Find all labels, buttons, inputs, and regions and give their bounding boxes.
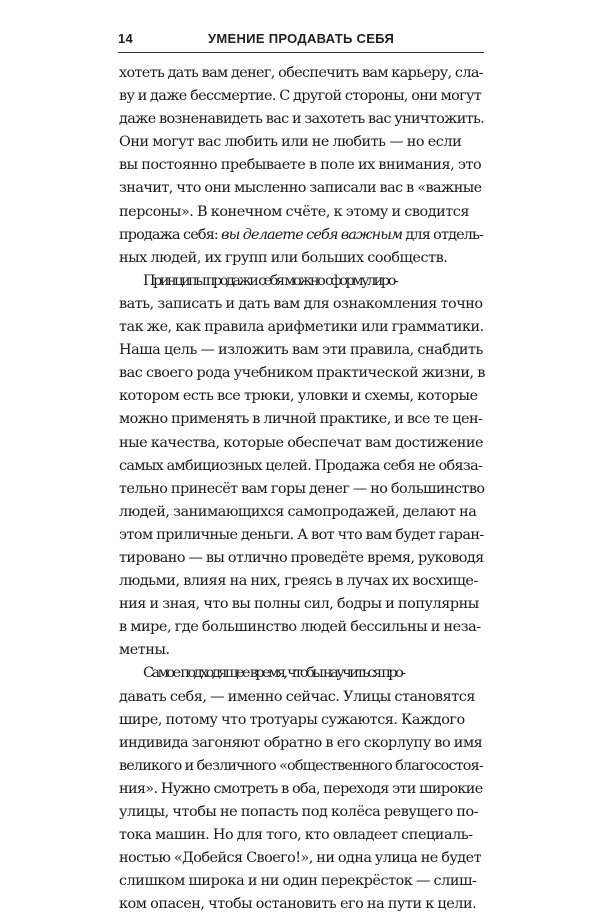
page-number: 14 bbox=[118, 31, 134, 46]
text-line: можно применять в личной практике, и все те цен- bbox=[119, 411, 483, 428]
text-line: тока машин. Но для того, кто овладеет специаль- bbox=[119, 827, 473, 844]
text-run: продажа себя: bbox=[119, 226, 222, 243]
paragraph-first-line: Принципы продажи себя можно сформулиро- bbox=[143, 272, 397, 289]
text-line-with-emphasis bbox=[119, 224, 485, 247]
text-line: вать, записать и дать вам для ознакомления точно bbox=[119, 295, 483, 312]
emphasis-text: вы делаете себя важным bbox=[221, 226, 403, 243]
text-line: ния». Нужно смотреть в оба, переходя эти широкие bbox=[119, 780, 483, 797]
text-line: Наша цель — изложить вам эти правила, снабдить bbox=[119, 342, 483, 359]
text-line: значит, что они мысленно записали вас в «важные bbox=[119, 180, 482, 197]
text-line: даже возненавидеть вас и захотеть вас уничтожить. bbox=[119, 111, 485, 128]
text-line: метны. bbox=[119, 642, 170, 659]
text-line: ния и зная, что вы полны сил, бодры и популярны bbox=[119, 596, 479, 613]
text-line: тировано — вы отлично проведёте время, руководя bbox=[119, 549, 484, 566]
text-line: ком опасен, чтобы остановить его на пути к цели. bbox=[119, 896, 477, 913]
text-line: хотеть дать вам денег, обеспечить вам карьеру, сла- bbox=[119, 65, 483, 81]
text-line: ные качества, которые обеспечат вам достижение bbox=[119, 434, 484, 451]
paragraph-first-line: Самое подходящее время, чтобы научиться про- bbox=[143, 665, 404, 682]
text-line: вы постоянно пребываете в поле их внимания, это bbox=[119, 157, 482, 174]
text-line: этом приличные деньги. А вот что вам будет гаран- bbox=[119, 526, 484, 543]
text-line: улицы, чтобы не попасть под колёса ревущего по- bbox=[119, 804, 479, 820]
text-line: в мире, где большинство людей бессильны и неза- bbox=[119, 619, 481, 636]
text-line: Они могут вас любить или не любить — но если bbox=[119, 134, 462, 151]
text-line: великого и безличного «общественного благосостоя- bbox=[119, 757, 483, 774]
text-line: так же, как правила арифметики или грамматики. bbox=[119, 319, 484, 336]
text-line: ву и даже бессмертие. С другой стороны, они могут bbox=[119, 88, 482, 105]
text-line: людьми, влияя на них, греясь в лучах их восхище- bbox=[119, 573, 478, 590]
text-line: шире, потому что тротуары сужаются. Каждого bbox=[119, 711, 465, 728]
text-line: вас своего рода учебником практической жизни, в bbox=[119, 365, 485, 382]
text-line: слишком широка и ни один перекрёсток — слиш- bbox=[119, 873, 477, 890]
text-run: для отдель- bbox=[402, 226, 484, 243]
text-line: тельно принесёт вам горы денег — но большинство bbox=[119, 480, 485, 497]
header-rule bbox=[118, 52, 484, 53]
body-text bbox=[119, 62, 485, 916]
page-header bbox=[118, 31, 484, 53]
text-line: давать себя, — именно сейчас. Улицы становятся bbox=[119, 688, 475, 705]
text-line: котором есть все трюки, уловки и схемы, которые bbox=[119, 388, 478, 405]
text-line: самых амбициозных целей. Продажа себя не обяза- bbox=[119, 457, 483, 474]
text-line: ных людей, их групп или больших сообществ. bbox=[119, 249, 448, 266]
text-line: людей, занимающихся самопродажей, делают на bbox=[119, 503, 477, 520]
text-line: индивида загоняют обратно в его скорлупу во имя bbox=[119, 734, 483, 751]
running-title: УМЕНИЕ ПРОДАВАТЬ СЕБЯ bbox=[208, 31, 395, 46]
text-line: персоны». В конечном счёте, к этому и сводится bbox=[119, 203, 470, 220]
text-line: ностью «Добейся Своего!», ни одна улица не будет bbox=[119, 850, 481, 867]
